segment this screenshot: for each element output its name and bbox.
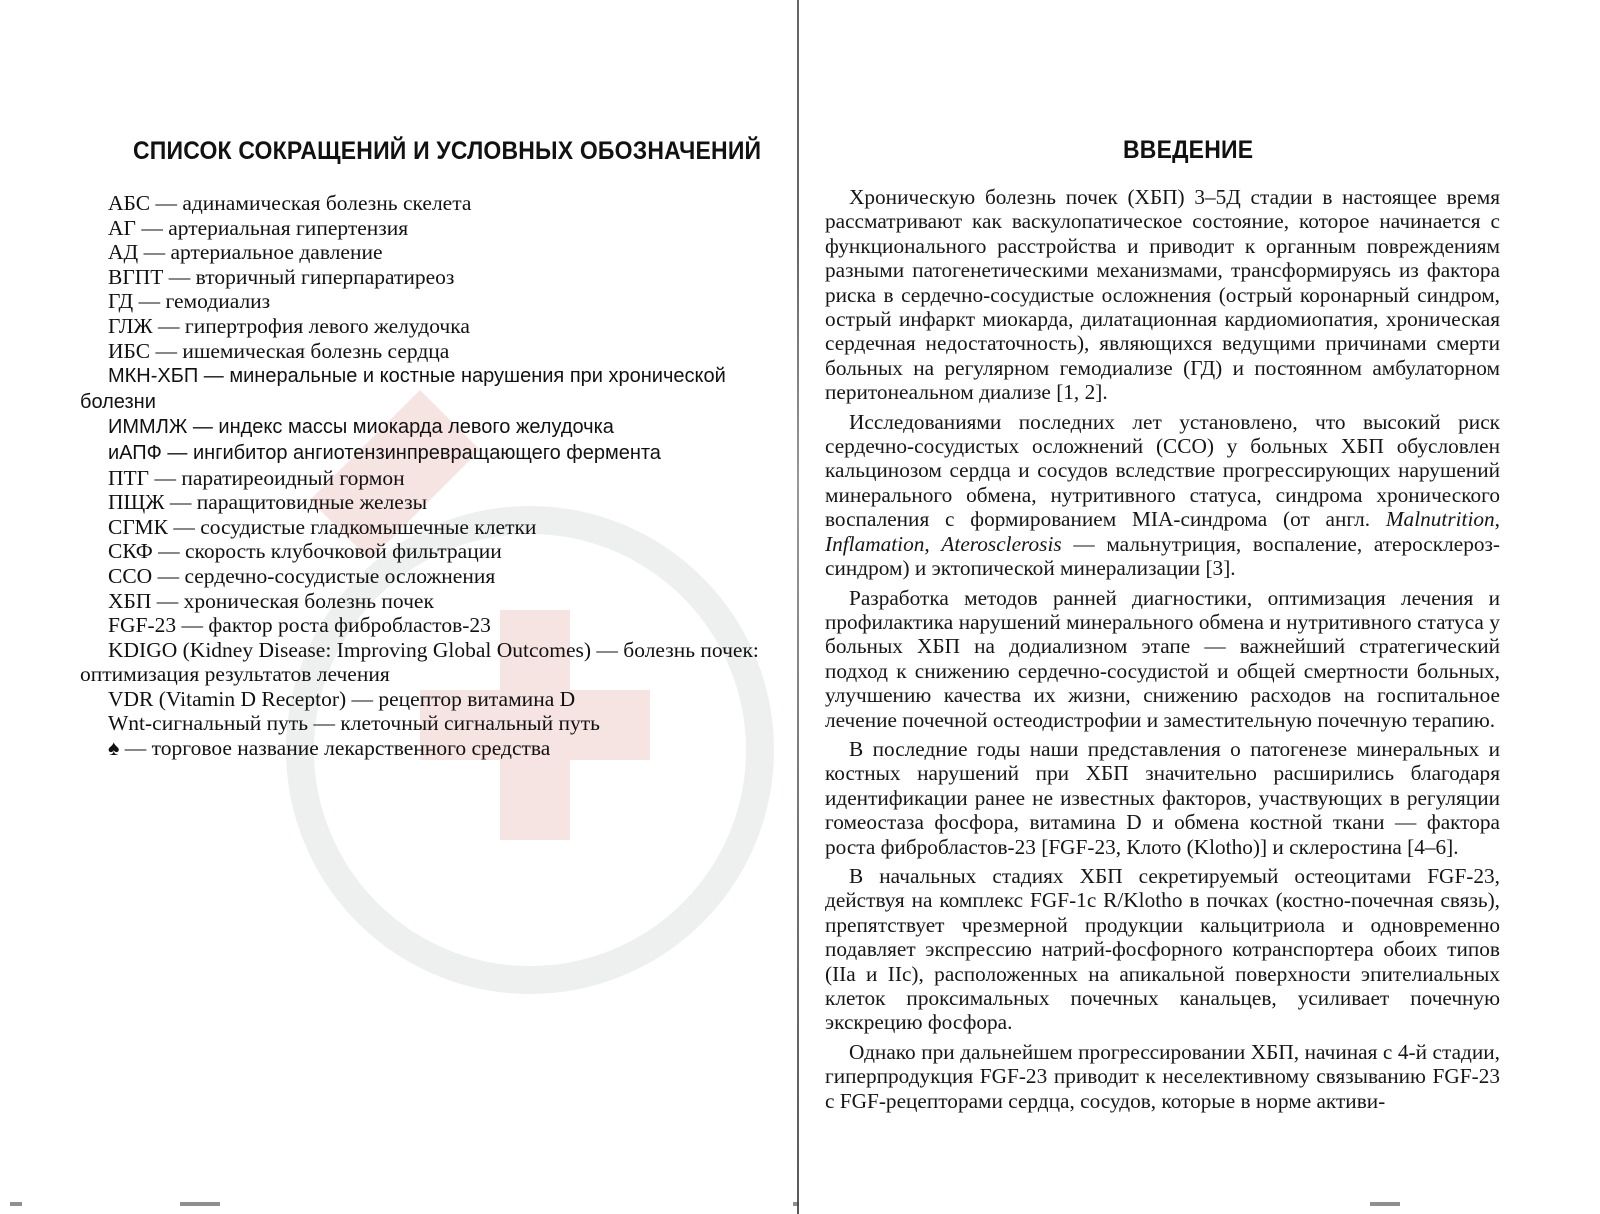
paragraph: Однако при дальнейшем прогрессировании ХБП, начиная с 4-й стадии, гиперпродукция FGF-23 приводит к неселективному связыванию FGF-23 с FGF-рецепторами сердца, сосудов, которые в норме активи-: [825, 1039, 1500, 1113]
paragraph: Исследованиями последних лет установлено, что высокий риск сердечно-сосудистых осложнений (ССО) у больных ХБП обусловлен кальцинозом сердца и сосудов вследствие прогрессирующих нарушений минерального обмена, нутритивного статуса, синдрома хронического воспаления с формированием MIA-синдрома (от англ. Malnutrition, Inflamation, Aterosclerosis — мальнутриция, воспаление, атеросклероз-синдром) и эктопической минерализации [3].: [825, 409, 1500, 581]
book-spine: [797, 0, 799, 1214]
paragraph: В начальных стадиях ХБП секретируемый остеоцитами FGF-23, действуя на комплекс FGF-1c R/Klotho в почках (костно-почечная связь), препятствует чрезмерной продукции кальцитриола и одновременно подавляет экспрессию натрий-фосфорного котранспортера обоих типов (IIa и IIc), расположенных на апикальной поверхности эпителиальных клеток проксимальных почечных канальцев, усиливает почечную экскрецию фосфора.: [825, 863, 1500, 1035]
list-item: VDR (Vitamin D Receptor) — рецептор витамина D: [108, 686, 576, 711]
abbreviations-title: СПИСОК СОКРАЩЕНИЙ И УСЛОВНЫХ ОБОЗНАЧЕНИЙ: [133, 137, 762, 165]
paragraph: Хроническую болезнь почек (ХБП) 3–5Д стадии в настоящее время рассматривают как васкулопатическое состояние, которое начинается с функционального расстройства и приводит к органным повреждениям разными патогенетическими механизмами, трансформируясь из фактора риска в сердечно-сосудистые осложнения (острый коронарный синдром, острый инфаркт миокарда, дилатационная кардиомиопатия, хроническая сердечная недостаточность), являющихся ведущими причинами смерти больных на регулярном гемодиализе (ГД) и постоянном амбулаторном перитонеальном диализе [1, 2].: [825, 185, 1500, 405]
list-item: ПЩЖ — паращитовидные железы: [108, 490, 428, 515]
list-item: ССО — сердечно-сосудистые осложнения: [108, 563, 496, 588]
list-item: СГМК — сосудистые гладкомышечные клетки: [108, 514, 537, 539]
scan-edge-marks: [0, 1200, 1600, 1214]
abbreviations-list: [80, 191, 785, 761]
list-item: ПТГ — паратиреоидный гормон: [108, 465, 405, 490]
list-item: АБС — адинамическая болезнь скелета: [108, 191, 472, 215]
paragraph: Разработка методов ранней диагностики, оптимизация лечения и профилактика нарушений минерального обмена и нутритивного статуса у больных ХБП на додиализном этапе — важнейший стратегический подход к снижению сердечно-сосудистой и общей смертности больных, улучшению качества их жизни, снижению расходов на госпитальное лечение почечной остеодистрофии и заместительную почечную терапию.: [825, 585, 1500, 732]
list-item: АД — артериальное давление: [108, 240, 383, 265]
list-item: иАПФ — ингибитор ангиотензинпревращающего фермента: [108, 441, 661, 464]
list-item: ГД — гемодиализ: [108, 289, 271, 314]
introduction-body: [825, 185, 1500, 1118]
list-item: Wnt-сигнальный путь — клеточный сигнальный путь: [108, 711, 600, 736]
list-item: ИММЛЖ — индекс массы миокарда левого желудочка: [108, 416, 614, 439]
left-page: [0, 0, 795, 1214]
right-page: [800, 0, 1600, 1214]
list-item: KDIGO (Kidney Disease: Improving Global Outcomes) — болезнь почек: оптимизация результатов лечения: [80, 637, 759, 687]
list-item: FGF-23 — фактор роста фибробластов-23: [108, 613, 491, 638]
list-item: ВГПТ — вторичный гиперпаратиреоз: [108, 264, 455, 289]
paragraph: В последние годы наши представления о патогенезе минеральных и костных нарушений при ХБП значительно расширились благодаря идентификации ранее не известных факторов, участвующих в регуляции гомеостаза фосфора, витамина D и обмена костной ткани — фактора роста фибробластов-23 [FGF-23, Клото (Klotho)] и склеростина [4–6].: [825, 736, 1500, 859]
list-item: ГЛЖ — гипертрофия левого желудочка: [108, 313, 470, 338]
list-item: ХБП — хроническая болезнь почек: [108, 588, 434, 613]
list-item: ИБС — ишемическая болезнь сердца: [108, 338, 450, 363]
introduction-title: ВВЕДЕНИЕ: [1123, 136, 1254, 164]
list-item: МКН-ХБП — минеральные и костные нарушения при хронической болезни: [80, 365, 726, 413]
list-item: АГ — артериальная гипертензия: [108, 215, 409, 240]
list-item: СКФ — скорость клубочковой фильтрации: [108, 539, 502, 564]
list-item: ♠ — торговое название лекарственного средства: [108, 736, 551, 761]
